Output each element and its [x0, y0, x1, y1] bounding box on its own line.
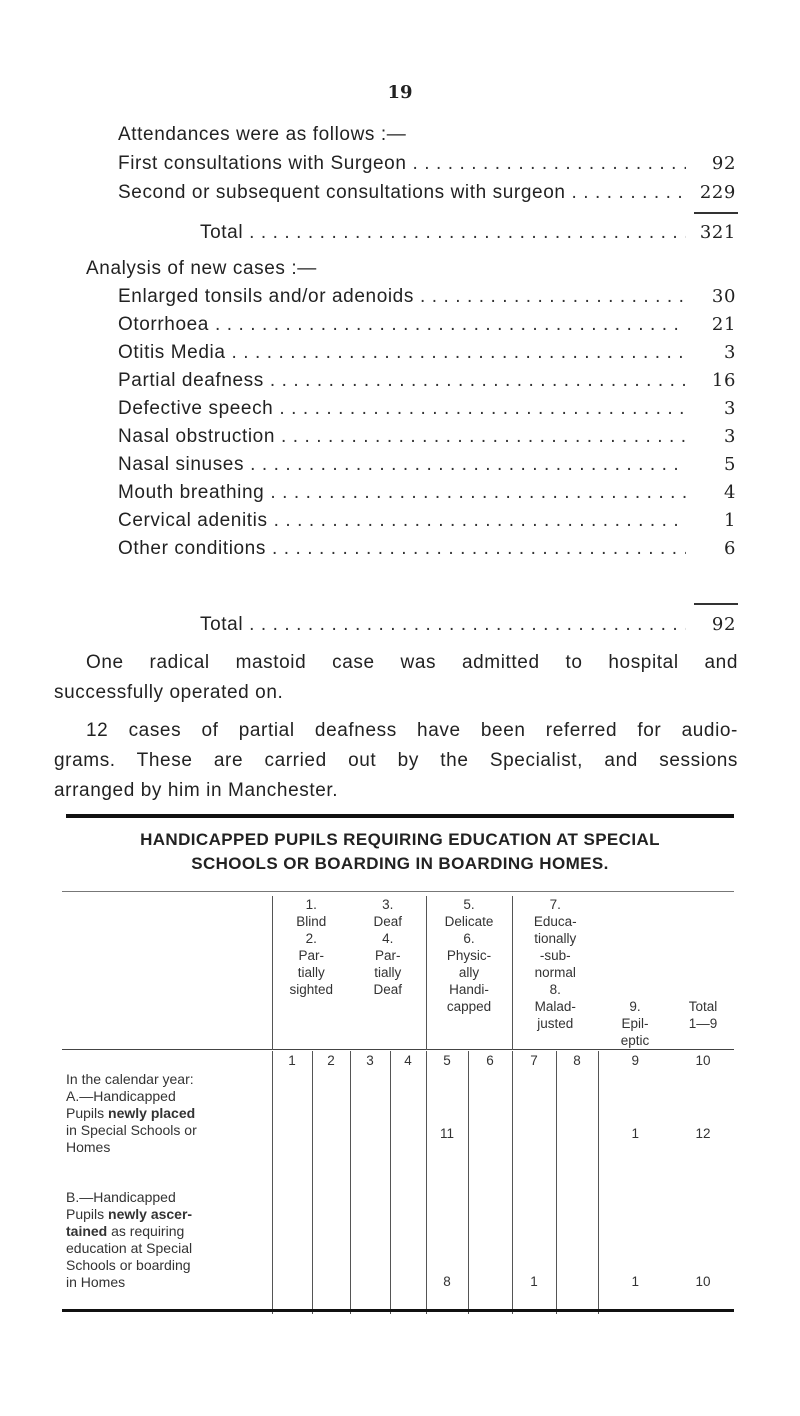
- total-label: Total: [200, 614, 244, 635]
- column-number: 8: [573, 1052, 581, 1068]
- header-line: -sub-: [539, 948, 571, 963]
- header-blank: [62, 896, 272, 1050]
- paragraph-line: grams. These are carried out by the Specialist, and sessions: [54, 750, 738, 771]
- analysis-row: [118, 454, 736, 480]
- row-label: Otorrhoea: [118, 314, 209, 335]
- cell: [426, 1051, 468, 1169]
- leader-dots: [413, 153, 687, 175]
- leader-dots: [420, 286, 686, 308]
- header-blind-partially-sighted: [272, 896, 350, 1050]
- paragraph-mastoid: [54, 648, 738, 708]
- row-label-line: B.—Handicapped: [66, 1188, 176, 1205]
- analysis-row: [118, 538, 736, 564]
- header-line: eptic: [620, 1033, 650, 1048]
- cell: [312, 1051, 350, 1169]
- row-label: Mouth breathing: [118, 482, 265, 503]
- paragraph-line: 12 cases of partial deafness have been referred for audio-: [86, 720, 738, 741]
- row-value: 1: [723, 510, 736, 531]
- cell-value: 12: [695, 1125, 711, 1141]
- total-rule: [694, 603, 738, 605]
- analysis-row: [118, 370, 736, 396]
- cell: [556, 1051, 598, 1169]
- paragraph-line: arranged by him in Manchester.: [54, 780, 339, 801]
- cell: [512, 1169, 556, 1314]
- header-line: 1—9: [688, 1016, 718, 1031]
- header-total: [672, 896, 734, 1050]
- header-line: capped: [446, 999, 492, 1014]
- section-title: [60, 828, 740, 876]
- attendance-total-row: [200, 222, 736, 248]
- cell: [350, 1169, 390, 1314]
- cell-value: 1: [530, 1273, 538, 1289]
- leader-dots: [274, 510, 686, 532]
- row-label-line: Pupils newly ascer-: [66, 1205, 193, 1222]
- header-line: Par-: [375, 948, 401, 963]
- analysis-row: [118, 398, 736, 424]
- paragraph-line: successfully operated on.: [54, 682, 284, 703]
- analysis-total-row: [200, 614, 736, 640]
- section-rule: [66, 814, 734, 818]
- row-label: Cervical adenitis: [118, 510, 268, 531]
- row-value: 30: [711, 286, 736, 307]
- row-value: 3: [723, 426, 736, 447]
- header-line: Educa-: [533, 914, 577, 929]
- row-label-line: Homes: [66, 1138, 111, 1155]
- row-value: 21: [711, 314, 736, 335]
- cell: [672, 1169, 734, 1314]
- header-line: tially: [374, 965, 402, 980]
- header-line: justed: [537, 1016, 574, 1031]
- analysis-row: [118, 342, 736, 368]
- table-header-row: [62, 896, 734, 1050]
- analysis-row: [118, 286, 736, 312]
- cell-value: 10: [695, 1273, 711, 1289]
- page-number: 19: [387, 82, 413, 103]
- cell: [512, 1051, 556, 1169]
- row-label: Other conditions: [118, 538, 266, 559]
- cell: [468, 1169, 512, 1314]
- row-label: Defective speech: [118, 398, 274, 419]
- leader-dots: [249, 614, 686, 636]
- attendances-heading: Attendances were as follows :—: [118, 124, 407, 145]
- header-line: Epil-: [621, 1016, 649, 1031]
- header-line: ally: [458, 965, 480, 980]
- row-label-line: Schools or boarding: [66, 1256, 191, 1273]
- cell: [672, 1051, 734, 1169]
- header-line: sighted: [289, 982, 334, 997]
- row-label: Enlarged tonsils and/or adenoids: [118, 286, 414, 307]
- total-value: 321: [699, 222, 736, 243]
- header-line: 2.: [305, 931, 317, 946]
- section-title-line: SCHOOLS OR BOARDING IN BOARDING HOMES.: [191, 854, 609, 873]
- cell: [390, 1051, 426, 1169]
- cell: [272, 1051, 312, 1169]
- row-label: Nasal sinuses: [118, 454, 245, 475]
- handicapped-pupils-table: [62, 896, 734, 1314]
- table-row-newly-ascertained: [62, 1169, 734, 1314]
- leader-dots: [232, 342, 686, 364]
- column-number: 5: [443, 1052, 451, 1068]
- analysis-row: [118, 426, 736, 452]
- analysis-row: [118, 510, 736, 536]
- column-number: 1: [288, 1052, 296, 1068]
- row-label: First consultations with Surgeon: [118, 153, 407, 174]
- row-label-line: Pupils newly placed: [66, 1104, 196, 1121]
- cell: [426, 1169, 468, 1314]
- leader-dots: [572, 182, 686, 204]
- column-number: 9: [631, 1052, 640, 1068]
- total-label: Total: [200, 222, 244, 243]
- header-line: Handi-: [449, 982, 489, 997]
- table-top-border: [62, 891, 734, 892]
- header-line: tionally: [534, 931, 577, 946]
- header-line: Malad-: [534, 999, 576, 1014]
- header-line: 3.: [382, 897, 394, 912]
- row-label-newly-placed: [62, 1051, 272, 1169]
- row-label: Nasal obstruction: [118, 426, 275, 447]
- header-delicate-physically-handicapped: [426, 896, 512, 1050]
- cell: [598, 1169, 672, 1314]
- table-row-newly-placed: [62, 1051, 734, 1169]
- leader-dots: [249, 222, 686, 244]
- header-line: 8.: [549, 982, 561, 997]
- row-label-newly-ascertained: [62, 1169, 272, 1314]
- column-number: 7: [530, 1052, 538, 1068]
- header-line: 9.: [629, 999, 641, 1014]
- leader-dots: [270, 370, 686, 392]
- row-label-line: tained as requiring: [66, 1222, 185, 1239]
- row-label: Partial deafness: [118, 370, 264, 391]
- section-title-line: HANDICAPPED PUPILS REQUIRING EDUCATION AT SPECIAL: [140, 830, 660, 849]
- attendance-row-second: [118, 182, 736, 208]
- row-value: 229: [699, 182, 736, 203]
- header-educationally-subnormal-maladjusted: [512, 896, 598, 1050]
- header-line: Delicate: [444, 914, 494, 929]
- row-value: 6: [723, 538, 736, 559]
- cell: [390, 1169, 426, 1314]
- row-label-line: education at Special: [66, 1239, 193, 1256]
- column-number: 3: [366, 1052, 374, 1068]
- leader-dots: [279, 398, 686, 420]
- table-bottom-rule: [62, 1309, 734, 1312]
- cell: [556, 1169, 598, 1314]
- row-value: 3: [723, 342, 736, 363]
- header-line: Blind: [296, 914, 327, 929]
- header-line: Par-: [298, 948, 325, 963]
- total-value: 92: [711, 614, 736, 635]
- analysis-row: [118, 482, 736, 508]
- leader-dots: [270, 482, 686, 504]
- cell: [272, 1169, 312, 1314]
- analysis-row: [118, 314, 736, 340]
- leader-dots: [215, 314, 686, 336]
- cell: [468, 1051, 512, 1169]
- row-label-line: in Homes: [66, 1273, 126, 1290]
- cell-value: 1: [631, 1125, 640, 1141]
- row-label-line: in Special Schools or: [66, 1121, 197, 1138]
- leader-dots: [272, 538, 686, 560]
- row-label-line: In the calendar year:: [66, 1070, 194, 1087]
- cell: [350, 1051, 390, 1169]
- header-line: 1.: [305, 897, 317, 912]
- header-line: 5.: [463, 897, 475, 912]
- row-value: 92: [711, 153, 736, 174]
- row-label-line: A.—Handicapped: [66, 1087, 176, 1104]
- header-line: 7.: [549, 897, 561, 912]
- leader-dots: [250, 454, 686, 476]
- paragraph-audiograms: [54, 716, 738, 806]
- cell-value: 1: [631, 1273, 640, 1289]
- row-value: 4: [723, 482, 736, 503]
- header-line: Deaf: [373, 914, 403, 929]
- header-line: Physic-: [446, 948, 492, 963]
- row-value: 5: [723, 454, 736, 475]
- row-label: Second or subsequent consultations with surgeon: [118, 182, 566, 203]
- header-deaf-partially-deaf: [350, 896, 426, 1050]
- analysis-heading: Analysis of new cases :—: [86, 258, 317, 279]
- row-value: 3: [723, 398, 736, 419]
- column-number: 2: [327, 1052, 335, 1068]
- cell: [598, 1051, 672, 1169]
- attendance-row-first: [118, 153, 736, 179]
- header-line: Total: [688, 999, 718, 1014]
- cell-value: 8: [443, 1273, 451, 1289]
- header-line: 4.: [382, 931, 394, 946]
- header-line: tially: [297, 965, 325, 980]
- header-line: Deaf: [373, 982, 403, 997]
- column-number: 4: [404, 1052, 412, 1068]
- header-epileptic: [598, 896, 672, 1050]
- column-number: 10: [695, 1052, 711, 1068]
- header-line: 6.: [463, 931, 475, 946]
- row-value: 16: [711, 370, 736, 391]
- leader-dots: [281, 426, 686, 448]
- total-rule: [694, 212, 738, 214]
- header-line: normal: [534, 965, 576, 980]
- paragraph-line: One radical mastoid case was admitted to hospital and: [86, 652, 738, 673]
- column-number: 6: [486, 1052, 494, 1068]
- cell-value: 11: [440, 1125, 455, 1141]
- row-label: Otitis Media: [118, 342, 226, 363]
- cell: [312, 1169, 350, 1314]
